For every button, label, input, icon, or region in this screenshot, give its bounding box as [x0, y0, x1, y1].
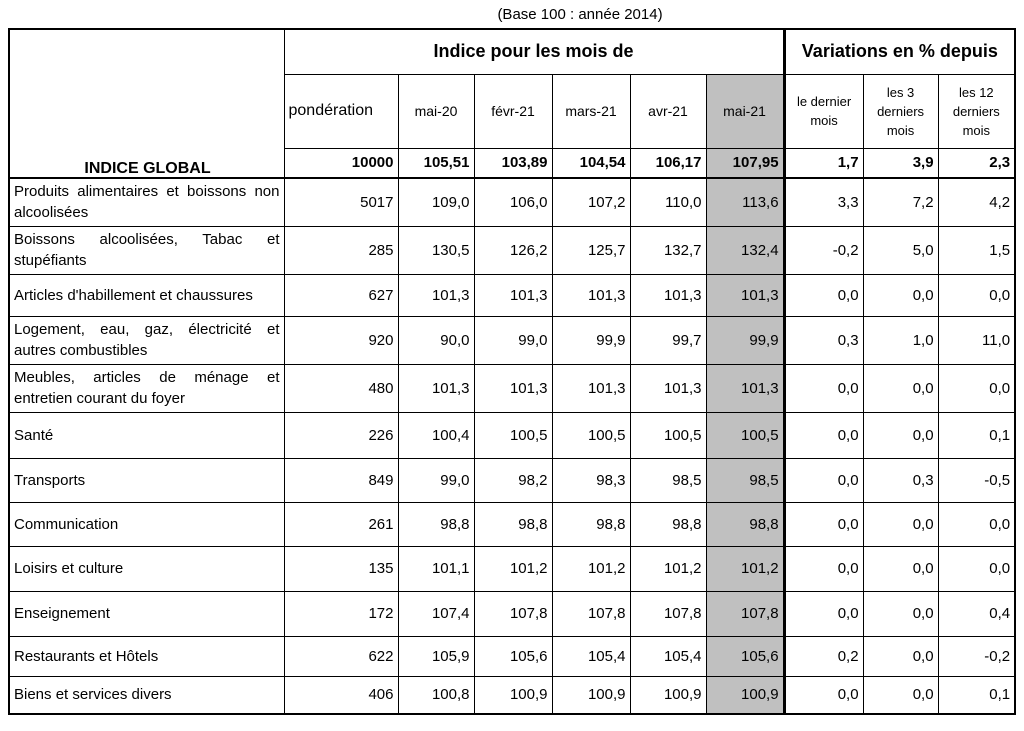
row-value: 99,9 [552, 316, 630, 364]
row-value: 101,1 [398, 546, 474, 591]
table-row [9, 316, 1015, 364]
row-value: 107,8 [630, 591, 706, 636]
row-value: 105,4 [552, 636, 630, 676]
global-weight: 10000 [284, 148, 398, 178]
row-value-highlighted: 98,5 [706, 458, 784, 502]
row-variation: 0,0 [863, 676, 938, 714]
table-row [9, 591, 1015, 636]
row-variation: 7,2 [863, 178, 938, 226]
row-weight: 627 [284, 274, 398, 316]
row-weight: 849 [284, 458, 398, 502]
row-value: 99,0 [398, 458, 474, 502]
row-variation: 0,0 [784, 364, 863, 412]
row-weight: 480 [284, 364, 398, 412]
row-variation: 0,0 [938, 364, 1015, 412]
table-row [9, 636, 1015, 676]
header-row-groups [9, 29, 1015, 74]
row-value: 107,8 [552, 591, 630, 636]
row-value: 100,5 [630, 412, 706, 458]
row-value: 101,3 [398, 274, 474, 316]
row-weight: 226 [284, 412, 398, 458]
row-variation: 0,0 [784, 546, 863, 591]
row-value: 98,8 [398, 502, 474, 546]
row-value-highlighted: 101,3 [706, 274, 784, 316]
row-variation: 0,0 [863, 412, 938, 458]
row-value: 105,9 [398, 636, 474, 676]
row-value: 98,8 [474, 502, 552, 546]
row-variation: 3,3 [784, 178, 863, 226]
row-variation: 0,0 [938, 274, 1015, 316]
row-variation: -0,2 [938, 636, 1015, 676]
row-label: Boissons alcoolisées, Tabac et stupéfiants [9, 226, 284, 274]
row-value: 90,0 [398, 316, 474, 364]
row-variation: 0,0 [938, 546, 1015, 591]
row-value: 101,3 [474, 274, 552, 316]
row-weight: 285 [284, 226, 398, 274]
row-weight: 406 [284, 676, 398, 714]
global-value: 103,89 [474, 148, 552, 178]
row-variation: -0,5 [938, 458, 1015, 502]
row-label: Meubles, articles de ménage et entretien courant du foyer [9, 364, 284, 412]
row-value: 99,7 [630, 316, 706, 364]
row-value: 126,2 [474, 226, 552, 274]
row-variation: 0,1 [938, 676, 1015, 714]
row-variation: -0,2 [784, 226, 863, 274]
row-variation: 0,0 [863, 591, 938, 636]
row-value: 125,7 [552, 226, 630, 274]
row-label: Produits alimentaires et boissons non alcoolisées [9, 178, 284, 226]
table-subtitle: (Base 100 : année 2014) [497, 6, 663, 23]
row-variation: 0,0 [784, 502, 863, 546]
row-value: 132,7 [630, 226, 706, 274]
row-value: 100,8 [398, 676, 474, 714]
row-variation: 0,0 [863, 364, 938, 412]
row-value: 105,6 [474, 636, 552, 676]
row-value: 101,3 [552, 274, 630, 316]
header-month-highlighted: mai-21 [706, 74, 784, 148]
table-row [9, 412, 1015, 458]
header-variation: le dernier mois [784, 74, 863, 148]
row-value-highlighted: 100,5 [706, 412, 784, 458]
row-value-highlighted: 101,2 [706, 546, 784, 591]
global-variation: 3,9 [863, 148, 938, 178]
row-weight: 135 [284, 546, 398, 591]
header-month: avr-21 [630, 74, 706, 148]
header-weight: pondération [284, 74, 398, 148]
row-value: 98,8 [552, 502, 630, 546]
row-weight: 622 [284, 636, 398, 676]
row-variation: 0,3 [784, 316, 863, 364]
global-value-highlighted: 107,95 [706, 148, 784, 178]
row-label: Logement, eau, gaz, électricité et autres combustibles [9, 316, 284, 364]
row-value-highlighted: 113,6 [706, 178, 784, 226]
row-variation: 1,5 [938, 226, 1015, 274]
row-value: 101,2 [552, 546, 630, 591]
row-value: 109,0 [398, 178, 474, 226]
table-row [9, 502, 1015, 546]
table-row [9, 178, 1015, 226]
row-value-highlighted: 99,9 [706, 316, 784, 364]
row-label: Restaurants et Hôtels [9, 636, 284, 676]
row-variation: 1,0 [863, 316, 938, 364]
row-variation: 0,2 [784, 636, 863, 676]
row-value: 101,2 [474, 546, 552, 591]
header-month: févr-21 [474, 74, 552, 148]
global-value: 105,51 [398, 148, 474, 178]
table-row [9, 546, 1015, 591]
row-variation: 0,3 [863, 458, 938, 502]
row-value: 99,0 [474, 316, 552, 364]
row-value: 98,8 [630, 502, 706, 546]
global-value: 106,17 [630, 148, 706, 178]
row-value: 98,3 [552, 458, 630, 502]
row-value: 98,2 [474, 458, 552, 502]
header-variation: les 12 derniers mois [938, 74, 1015, 148]
row-value: 107,8 [474, 591, 552, 636]
row-label: Loisirs et culture [9, 546, 284, 591]
row-variation: 5,0 [863, 226, 938, 274]
row-value: 101,3 [474, 364, 552, 412]
row-variation: 4,2 [938, 178, 1015, 226]
row-variation: 0,0 [784, 458, 863, 502]
row-value: 101,3 [630, 364, 706, 412]
global-variation: 1,7 [784, 148, 863, 178]
row-value-highlighted: 105,6 [706, 636, 784, 676]
row-variation: 0,1 [938, 412, 1015, 458]
row-value: 101,3 [398, 364, 474, 412]
header-variation-group: Variations en % depuis [784, 29, 1015, 74]
row-weight: 261 [284, 502, 398, 546]
row-label: Transports [9, 458, 284, 502]
header-index-group: Indice pour les mois de [284, 29, 784, 74]
row-variation: 0,0 [863, 636, 938, 676]
global-value: 104,54 [552, 148, 630, 178]
header-blank-cell [9, 29, 284, 178]
row-label: Enseignement [9, 591, 284, 636]
table-row [9, 226, 1015, 274]
row-value: 100,5 [474, 412, 552, 458]
row-variation: 0,0 [784, 412, 863, 458]
row-value: 100,9 [474, 676, 552, 714]
table-row [9, 458, 1015, 502]
row-value: 106,0 [474, 178, 552, 226]
row-value: 101,3 [630, 274, 706, 316]
header-month: mars-21 [552, 74, 630, 148]
row-value-highlighted: 100,9 [706, 676, 784, 714]
table-row [9, 274, 1015, 316]
row-label: Biens et services divers [9, 676, 284, 714]
row-value: 101,2 [630, 546, 706, 591]
table-row [9, 364, 1015, 412]
row-variation: 0,0 [784, 591, 863, 636]
row-value: 100,9 [552, 676, 630, 714]
row-variation: 0,0 [784, 274, 863, 316]
row-value-highlighted: 132,4 [706, 226, 784, 274]
price-index-table [8, 28, 1016, 715]
row-value-highlighted: 101,3 [706, 364, 784, 412]
header-month: mai-20 [398, 74, 474, 148]
row-variation: 0,0 [863, 546, 938, 591]
row-value: 98,5 [630, 458, 706, 502]
row-value: 110,0 [630, 178, 706, 226]
row-value: 100,9 [630, 676, 706, 714]
row-label: Communication [9, 502, 284, 546]
row-value: 101,3 [552, 364, 630, 412]
row-weight: 172 [284, 591, 398, 636]
row-value: 100,5 [552, 412, 630, 458]
global-variation: 2,3 [938, 148, 1015, 178]
global-index-title: INDICE GLOBAL [84, 160, 211, 177]
row-weight: 920 [284, 316, 398, 364]
row-label: Santé [9, 412, 284, 458]
row-value: 107,4 [398, 591, 474, 636]
header-variation: les 3 derniers mois [863, 74, 938, 148]
row-variation: 0,0 [784, 676, 863, 714]
row-label: Articles d'habillement et chaussures [9, 274, 284, 316]
row-value: 100,4 [398, 412, 474, 458]
row-value-highlighted: 107,8 [706, 591, 784, 636]
row-variation: 0,4 [938, 591, 1015, 636]
row-value: 105,4 [630, 636, 706, 676]
row-value: 107,2 [552, 178, 630, 226]
row-variation: 11,0 [938, 316, 1015, 364]
row-value: 130,5 [398, 226, 474, 274]
row-variation: 0,0 [863, 274, 938, 316]
row-variation: 0,0 [938, 502, 1015, 546]
row-value-highlighted: 98,8 [706, 502, 784, 546]
row-variation: 0,0 [863, 502, 938, 546]
table-row [9, 676, 1015, 714]
row-weight: 5017 [284, 178, 398, 226]
